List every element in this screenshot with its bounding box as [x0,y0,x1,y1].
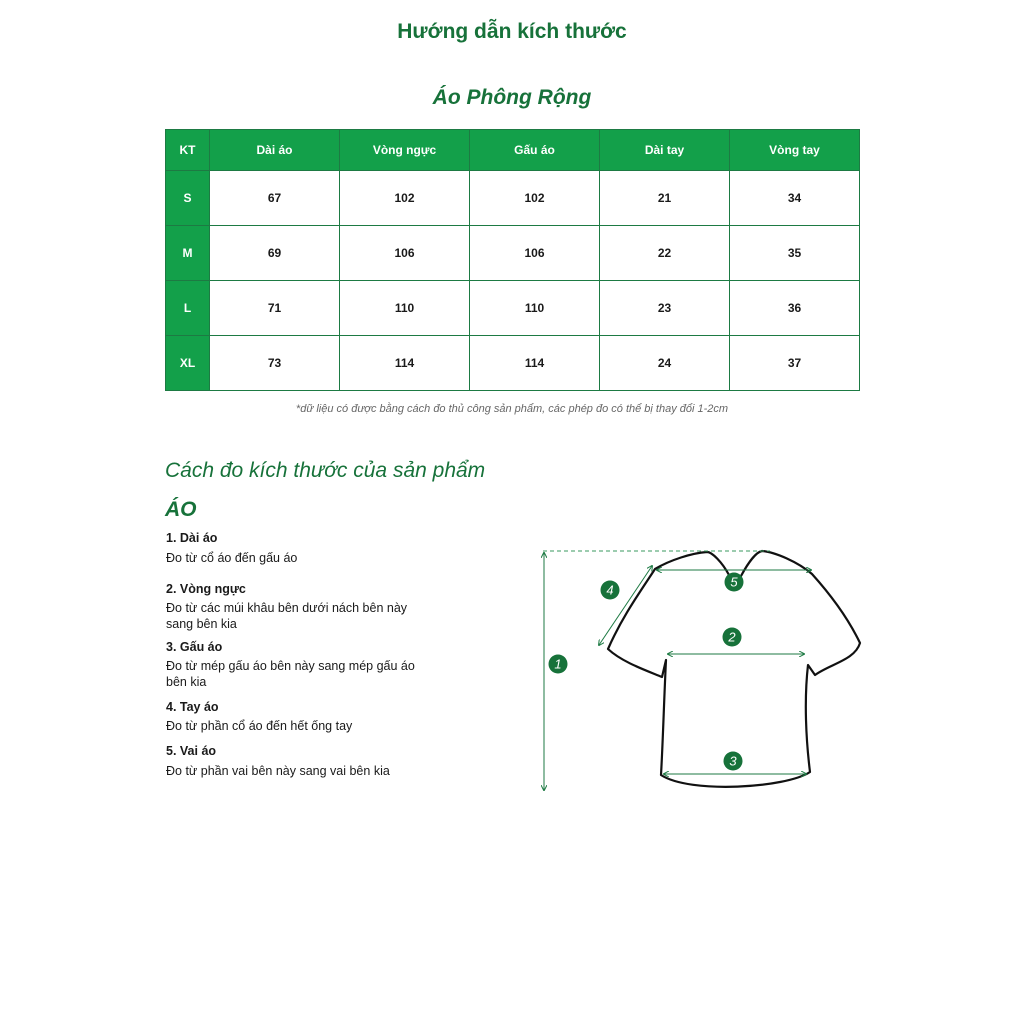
table-cell: 114 [470,336,600,391]
table-cell: 35 [730,226,860,281]
table-cell: 110 [470,281,600,336]
table-cell: 22 [600,226,730,281]
size-table [165,129,860,391]
measurement-note: *dữ liệu có được bằng cách đo thủ công sản phẩm, các phép đo có thể bị thay đổi 1-2cm [295,403,729,415]
svg-text:3: 3 [729,753,737,769]
size-cell: S [166,171,210,226]
size-cell: M [166,226,210,281]
header-chest: Vòng ngực [340,130,470,171]
table-cell: 23 [600,281,730,336]
svg-text:1: 1 [554,656,562,672]
product-title: Áo Phông Rộng [432,86,592,109]
table-cell: 21 [600,171,730,226]
table-row [166,281,860,336]
step-3-heading: 3. Gấu áo [166,640,223,654]
table-cell: 114 [340,336,470,391]
table-row [166,226,860,281]
header-length: Dài áo [210,130,340,171]
step-5-description: Đo từ phần vai bên này sang vai bên kia [166,764,390,778]
tshirt-measurement-diagram [530,540,870,800]
step-2-description: Đo từ các múi khâu bên dưới nách bên này sang bên kia [166,601,408,631]
header-sleeve-length: Dài tay [600,130,730,171]
size-cell: L [166,281,210,336]
shirt-section-title: ÁO [165,498,197,521]
table-cell: 106 [340,226,470,281]
marker-4 [601,581,620,600]
header-sleeve-width: Vòng tay [730,130,860,171]
table-cell: 102 [340,171,470,226]
step-5-heading: 5. Vai áo [166,744,217,758]
table-row [166,171,860,226]
svg-text:5: 5 [730,574,738,590]
marker-1 [549,655,568,674]
table-cell: 67 [210,171,340,226]
step-1-heading: 1. Dài áo [166,531,218,545]
table-cell: 102 [470,171,600,226]
table-cell: 24 [600,336,730,391]
header-hem: Gấu áo [470,130,600,171]
step-4-heading: 4. Tay áo [166,700,219,714]
table-cell: 37 [730,336,860,391]
size-cell: XL [166,336,210,391]
table-cell: 71 [210,281,340,336]
table-cell: 110 [340,281,470,336]
marker-2 [723,628,742,647]
svg-text:2: 2 [728,629,736,645]
step-4-description: Đo từ phần cổ áo đến hết ống tay [166,719,353,733]
step-3-description: Đo từ mép gấu áo bên này sang mép gấu áo bên kia [166,659,415,689]
table-row [166,336,860,391]
table-cell: 36 [730,281,860,336]
page-title: Hướng dẫn kích thước [397,20,627,43]
header-size: KT [166,130,210,171]
table-cell: 69 [210,226,340,281]
step-1-description: Đo từ cổ áo đến gấu áo [166,551,298,565]
marker-3 [724,752,743,771]
table-cell: 106 [470,226,600,281]
marker-5 [725,573,744,592]
how-to-measure-title: Cách đo kích thước của sản phẩm [165,459,486,482]
table-cell: 34 [730,171,860,226]
table-cell: 73 [210,336,340,391]
step-2-heading: 2. Vòng ngực [166,582,246,596]
svg-text:4: 4 [606,582,614,598]
table-header-row [166,130,860,171]
